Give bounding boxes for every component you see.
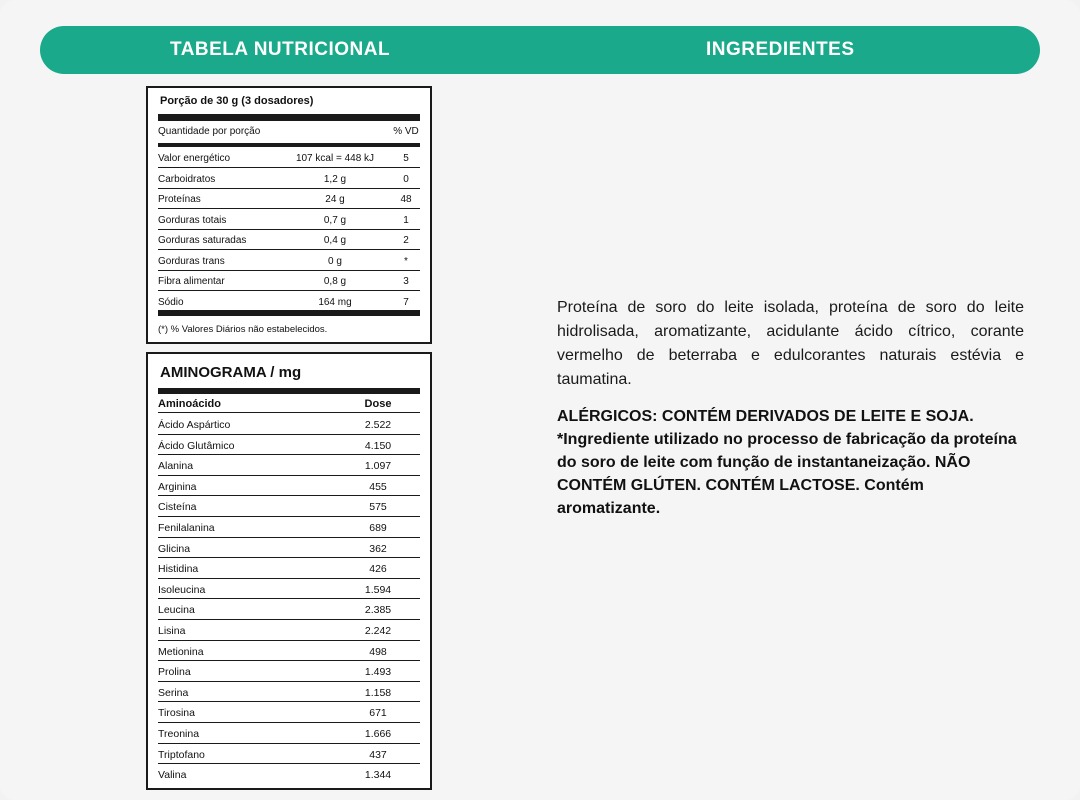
nutrition-row — [158, 292, 420, 312]
aminoacid-dose: 575 — [369, 501, 387, 514]
col-vd-label: % VD — [393, 126, 419, 137]
aminoacid-dose: 455 — [369, 480, 387, 493]
nutrition-row — [158, 210, 420, 230]
aminoacid-row — [158, 435, 420, 456]
nutrient-amount: 0 g — [328, 255, 342, 267]
nutrient-name: Proteínas — [158, 194, 201, 205]
aminoacid-row — [158, 723, 420, 744]
nutrient-vd: 1 — [403, 214, 409, 226]
nutrient-name: Valor energético — [158, 153, 231, 164]
aminoacid-row — [158, 414, 420, 435]
aminoacid-row — [158, 496, 420, 517]
aminoacid-name: Ácido Glutâmico — [158, 439, 235, 452]
aminoacid-name: Lisina — [158, 625, 186, 637]
aminoacid-row — [158, 517, 420, 538]
nutrient-amount: 164 mg — [318, 296, 352, 308]
tab-ingredients[interactable]: INGREDIENTES — [706, 39, 855, 60]
aminogram-header — [158, 397, 420, 413]
nutrient-vd: 7 — [403, 296, 409, 308]
aminoacid-dose: 426 — [369, 563, 387, 576]
aminoacid-name: Ácido Aspártico — [158, 419, 231, 431]
nutrition-table — [146, 86, 432, 344]
nutrient-vd: 0 — [403, 173, 409, 185]
nutrition-row — [158, 230, 420, 250]
nutrient-vd: 2 — [403, 235, 409, 246]
nutrient-amount: 0,8 g — [323, 276, 347, 287]
aminoacid-name: Arginina — [158, 480, 197, 493]
aminoacid-row — [158, 538, 420, 559]
aminoacid-name: Cisteína — [158, 501, 197, 514]
aminoacid-row — [158, 764, 420, 785]
divider-thick — [158, 310, 420, 316]
aminoacid-dose: 1.158 — [364, 686, 392, 699]
nutrient-name: Gorduras saturadas — [158, 235, 247, 246]
aminoacid-dose: 2.242 — [364, 625, 392, 637]
nutrient-vd: 5 — [403, 153, 409, 164]
aminoacid-dose: 1.097 — [364, 460, 392, 473]
nutrition-row — [158, 271, 420, 291]
aminoacid-row — [158, 558, 420, 579]
header-bar — [40, 26, 1040, 74]
aminoacid-row — [158, 455, 420, 476]
aminoacid-dose: 2.385 — [364, 604, 392, 617]
aminoacid-row — [158, 682, 420, 703]
nutrition-row — [158, 189, 420, 209]
aminoacid-dose: 2.522 — [364, 419, 392, 431]
aminoacid-dose: 362 — [369, 542, 387, 555]
aminoacid-name: Treonina — [158, 728, 200, 740]
aminoacid-row — [158, 620, 420, 641]
nutrient-amount: 0,7 g — [323, 214, 347, 226]
aminoacid-name: Alanina — [158, 460, 194, 473]
aminoacid-dose: 689 — [369, 522, 387, 534]
aminoacid-name: Prolina — [158, 666, 191, 679]
aminogram-title: AMINOGRAMA / mg — [160, 364, 302, 381]
aminoacid-dose: 1.344 — [364, 769, 392, 782]
aminoacid-row — [158, 641, 420, 662]
divider-thick — [158, 114, 420, 121]
aminoacid-name: Histidina — [158, 563, 199, 576]
nutrition-row — [158, 169, 420, 189]
aminoacid-name: Isoleucina — [158, 583, 206, 596]
aminoacid-dose: 1.493 — [364, 666, 392, 679]
nutrient-name: Sódio — [158, 296, 184, 308]
aminoacid-row — [158, 702, 420, 723]
ingredients-text: Proteína de soro do leite isolada, proteína de soro do leite hidrolisada, aromatizante, acidulante ácido cítrico, corante vermelho de beterraba e edulcorantes naturais estévia e taumatina. — [557, 299, 1024, 388]
aminoacid-name: Serina — [158, 686, 189, 699]
nutrient-vd: * — [404, 255, 408, 267]
aminoacid-name: Triptofano — [158, 748, 205, 761]
tab-nutrition-table[interactable]: TABELA NUTRICIONAL — [170, 39, 391, 60]
aminoacid-dose: 4.150 — [364, 439, 392, 452]
aminoacid-dose: 437 — [369, 748, 387, 761]
nutrient-vd: 3 — [403, 276, 409, 287]
nutrient-amount: 107 kcal = 448 kJ — [295, 153, 375, 164]
portion-label: Porção de 30 g (3 dosadores) — [160, 95, 314, 107]
aminoacid-row — [158, 661, 420, 682]
divider-thick — [158, 388, 420, 394]
nutrient-name: Gorduras trans — [158, 255, 225, 267]
aminoacid-name: Tirosina — [158, 707, 195, 720]
nutrition-row — [158, 148, 420, 168]
divider-thick — [158, 143, 420, 147]
nutrient-name: Carboidratos — [158, 173, 216, 185]
aminoacid-name: Metionina — [158, 645, 204, 658]
col-quantity-label: Quantidade por porção — [158, 126, 261, 137]
col-dose-label: Dose — [364, 398, 392, 410]
aminoacid-row — [158, 476, 420, 497]
nutrient-name: Fibra alimentar — [158, 276, 225, 287]
aminoacid-dose: 498 — [369, 645, 387, 658]
nutrition-header — [158, 124, 420, 142]
aminoacid-dose: 1.594 — [364, 583, 392, 596]
col-aminoacid-label: Aminoácido — [158, 398, 221, 410]
nutrient-amount: 0,4 g — [323, 235, 347, 246]
aminoacid-row — [158, 599, 420, 620]
aminoacid-dose: 1.666 — [364, 728, 392, 740]
aminoacid-dose: 671 — [369, 707, 387, 720]
nutrition-footnote: (*) % Valores Diários não estabelecidos. — [158, 324, 328, 335]
nutrient-name: Gorduras totais — [158, 214, 227, 226]
aminoacid-name: Glicina — [158, 542, 191, 555]
aminoacid-name: Leucina — [158, 604, 195, 617]
aminoacid-row — [158, 579, 420, 600]
allergen-warning: ALÉRGICOS: CONTÉM DERIVADOS DE LEITE E SOJA. *Ingrediente utilizado no processo de fabricação da proteína do soro de leite com função de instantaneização. NÃO CONTÉM GLÚTEN. CONTÉM LACTOSE. Contém aromatizante. — [557, 408, 1017, 517]
nutrient-amount: 24 g — [325, 194, 345, 205]
aminoacid-name: Fenilalanina — [158, 522, 215, 534]
nutrient-vd: 48 — [400, 194, 412, 205]
nutrient-amount: 1,2 g — [323, 173, 347, 185]
aminoacid-name: Valina — [158, 769, 187, 782]
nutrition-row — [158, 251, 420, 271]
aminogram-table — [146, 352, 432, 790]
aminoacid-row — [158, 744, 420, 765]
